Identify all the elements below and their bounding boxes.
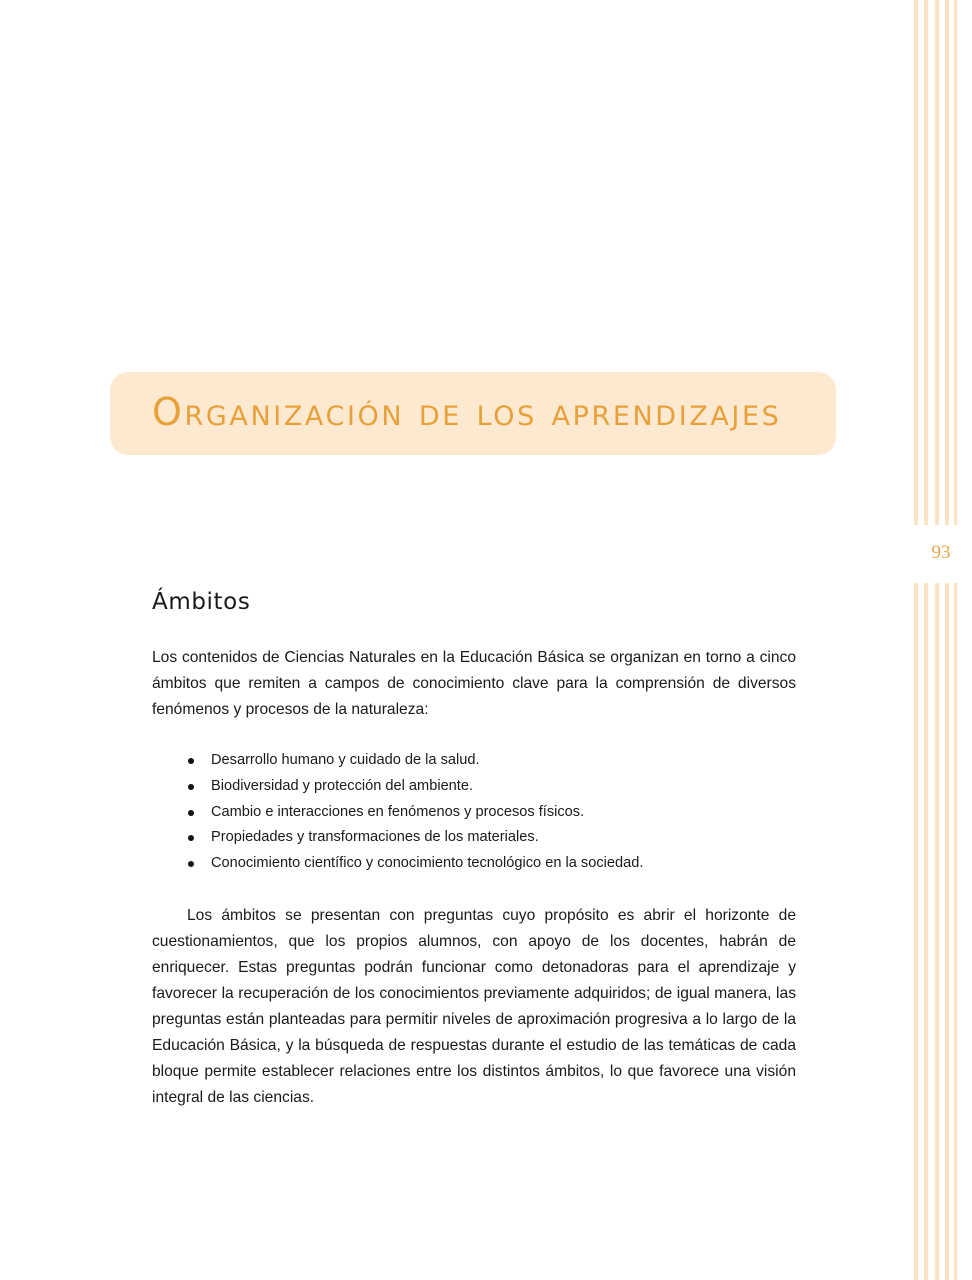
bullet-icon xyxy=(188,835,194,841)
list-item: Desarrollo humano y cuidado de la salud. xyxy=(152,748,796,774)
list-item: Cambio e interacciones en fenómenos y procesos físicos. xyxy=(152,800,796,826)
bullet-icon xyxy=(188,810,194,816)
list-item: Propiedades y transformaciones de los materiales. xyxy=(152,825,796,851)
page-edge-stripes xyxy=(914,0,972,1280)
bullet-icon xyxy=(188,758,194,764)
chapter-title: Organización de los aprendizajes xyxy=(152,390,782,434)
page-number: 93 xyxy=(931,542,951,563)
closing-paragraph: Los ámbitos se presentan con preguntas cuyo propósito es abrir el horizonte de cuestionamientos, que los propios alumnos, con apoyo de los docentes, habrán de enriquecer. Estas preguntas podrán funcionar como detonadoras para el aprendizaje y favorecer la recuperación de los conocimientos previamente adquiridos; de igual manera, las preguntas están planteadas para permitir niveles de aproximación progresiva a lo largo de la Educación Básica, y la búsqueda de respuestas durante el estudio de las temáticas de cada bloque permite establecer relaciones entre los distintos ámbitos, lo que favorece una visión integral de las ciencias. xyxy=(152,907,796,1106)
list-item: Conocimiento científico y conocimiento tecnológico en la sociedad. xyxy=(152,851,796,877)
ambitos-list xyxy=(152,748,796,877)
bullet-icon xyxy=(188,861,194,867)
list-item: Biodiversidad y protección del ambiente. xyxy=(152,774,796,800)
section-heading: Ámbitos xyxy=(152,589,251,615)
intro-paragraph: Los contenidos de Ciencias Naturales en la Educación Básica se organizan en torno a cinco ámbitos que remiten a campos de conocimiento clave para la comprensión de diversos fenómenos y procesos de la naturaleza: xyxy=(152,649,796,718)
bullet-icon xyxy=(188,784,194,790)
